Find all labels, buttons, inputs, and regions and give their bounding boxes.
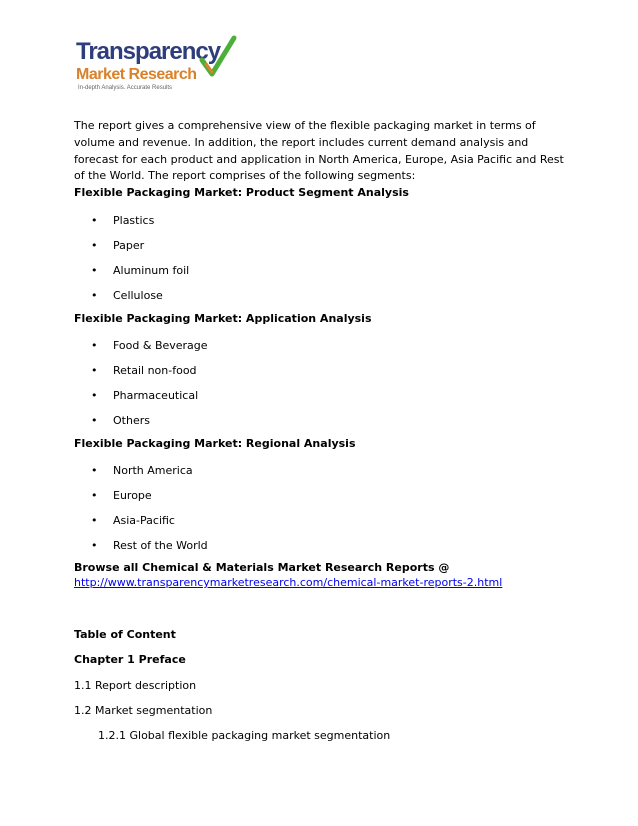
section-heading-application: Flexible Packaging Market: Application Analysis	[74, 312, 372, 325]
chemical-reports-link[interactable]: http://www.transparencymarketresearch.com/chemical-market-reports-2.html	[74, 576, 503, 589]
toc-item-1-1: 1.1 Report description	[74, 679, 197, 692]
list-item: • Retail non-food	[91, 364, 197, 377]
section-heading-regional: Flexible Packaging Market: Regional Analysis	[74, 437, 356, 450]
section-heading-product: Flexible Packaging Market: Product Segment Analysis	[74, 186, 409, 199]
logo-tagline: In-depth Analysis. Accurate Results	[78, 85, 173, 91]
logo-word-transparency: Transparency	[76, 38, 221, 65]
list-item: • Asia-Pacific	[91, 514, 175, 527]
checkmark-icon	[198, 34, 238, 80]
list-item: • Rest of the World	[91, 539, 208, 552]
list-item: • Plastics	[91, 214, 155, 227]
list-item: • Cellulose	[91, 289, 163, 302]
toc-title: Table of Content	[74, 628, 176, 641]
company-logo	[74, 34, 244, 96]
list-item: • Others	[91, 414, 150, 427]
list-item: • Europe	[91, 489, 152, 502]
list-item: • Paper	[91, 239, 145, 252]
toc-item-1-2: 1.2 Market segmentation	[74, 704, 213, 717]
toc-item-1-2-1: 1.2.1 Global flexible packaging market segmentation	[98, 729, 391, 742]
list-item: • North America	[91, 464, 193, 477]
list-item: • Aluminum foil	[91, 264, 190, 277]
list-item: • Pharmaceutical	[91, 389, 199, 402]
browse-reports-text: Browse all Chemical & Materials Market Research Reports @	[74, 561, 450, 574]
logo-word-market-research: Market Research	[76, 66, 197, 83]
toc-chapter-1: Chapter 1 Preface	[74, 653, 186, 666]
list-item: • Food & Beverage	[91, 339, 208, 352]
intro-paragraph: The report gives a comprehensive view of the flexible packaging market in terms of volume and revenue. In addition, the report includes current demand analysis and forecast for each product and application in North America, Europe, Asia Pacific and Rest of the World. The report comprises of the following segments:	[74, 119, 564, 183]
